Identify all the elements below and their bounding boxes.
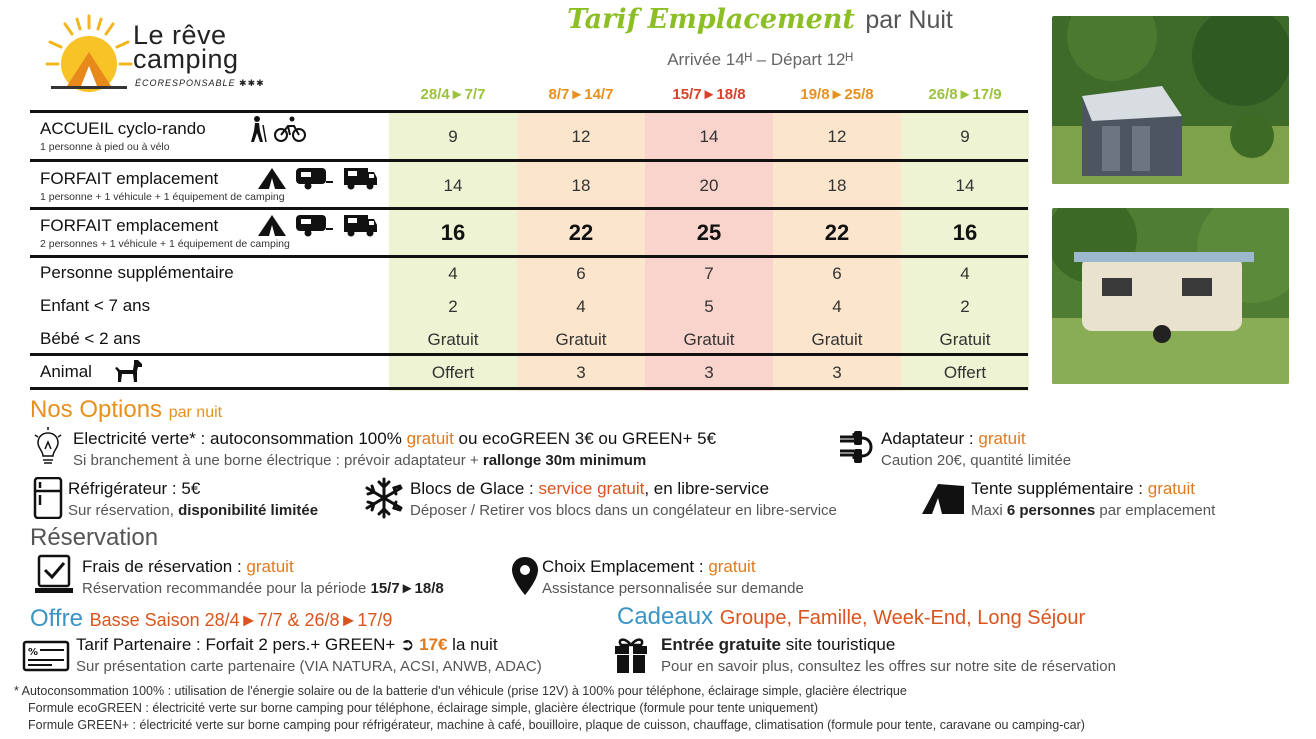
price-cell: 25 <box>696 220 722 245</box>
location-pin-icon <box>511 556 539 596</box>
sun-tent-logo-icon <box>45 14 133 94</box>
price-cell: 4 <box>448 264 458 283</box>
partner-sub: Sur présentation carte partenaire (VIA NATURA, ACSI, ANWB, ADAC) <box>76 658 542 675</box>
gift-entry-bold: Entrée gratuite <box>661 635 781 654</box>
camper-van-icon <box>342 213 378 237</box>
logo-tagline: ÉCORESPONSABLE ✱✱✱ <box>135 78 265 88</box>
electricity-label: Electricité verte* : autoconsommation 100% <box>73 429 402 448</box>
ice-free: service gratuit <box>538 479 645 498</box>
tent-sub-text: Maxi <box>971 502 1003 519</box>
divider <box>30 207 1028 210</box>
gift-entry-label: site touristique <box>785 635 896 654</box>
price-cell: 14 <box>699 127 719 146</box>
caravan-icon <box>294 213 334 237</box>
fees-sub-text: Réservation recommandée pour la période <box>82 580 367 597</box>
price-cell: Offert <box>431 363 475 382</box>
photo-awning <box>1052 16 1289 184</box>
electricity-option <box>73 429 716 449</box>
ice-rest: , en libre-service <box>644 479 770 498</box>
footnote: Formule GREEN+ : électricité verte sur borne camping pour réfrigérateur, machine à café, bouilloire, plaque de cuisson, chauffage, climatisation (formule pour tente, caravane ou camping-car) <box>28 718 1085 732</box>
offer-title-suffix: Basse Saison 28/4►7/7 & 26/8►17/9 <box>89 610 393 630</box>
price-cell: 12 <box>571 127 591 146</box>
price-cell: 9 <box>960 127 970 146</box>
divider <box>30 387 1028 390</box>
price-cell: 4 <box>576 297 586 316</box>
row-note: 1 personne + 1 véhicule + 1 équipement de camping <box>40 191 285 203</box>
electricity-sub-bold: rallonge 30m minimum <box>482 452 647 469</box>
price-cell: 18 <box>827 176 847 195</box>
tent-icon <box>256 213 288 237</box>
row-note: 2 personnes + 1 véhicule + 1 équipement de camping <box>40 238 290 250</box>
page-title <box>500 4 1020 35</box>
offer-title <box>30 605 392 633</box>
price-cell: 18 <box>571 176 591 195</box>
gift-entry <box>661 635 895 655</box>
tent-option <box>971 479 1195 499</box>
photo-caravan <box>1052 208 1289 384</box>
lightbulb-icon <box>33 427 63 469</box>
adapter-label: Adaptateur : <box>881 429 974 448</box>
electricity-sub <box>73 452 646 469</box>
period-header: 19/8►25/8 <box>800 86 874 103</box>
price-cell: 3 <box>576 363 586 382</box>
price-cell: 2 <box>448 297 458 316</box>
fees-sub <box>82 580 444 597</box>
offer-title-text: Offre <box>30 605 83 632</box>
divider <box>30 353 1028 356</box>
partner-card-icon <box>22 640 70 672</box>
fridge-icon <box>33 477 63 519</box>
price-cell: 4 <box>832 297 842 316</box>
arrival-departure: Arrivée 14ᴴ – Départ 12ᴴ <box>667 50 853 69</box>
electricity-rest: ou ecoGREEN 3€ ou GREEN+ 5€ <box>458 429 717 448</box>
price-cell: 9 <box>448 127 458 146</box>
row-note: 1 personne à pied ou à vélo <box>40 141 170 153</box>
price-cell: 2 <box>960 297 970 316</box>
awning-photo-image <box>1052 16 1289 184</box>
price-cell: 7 <box>704 264 714 283</box>
options-title-suffix: par nuit <box>168 404 223 421</box>
row-label: Animal <box>40 362 92 381</box>
price-cell: Gratuit <box>683 330 735 349</box>
fees-option <box>82 557 294 577</box>
tent-extra-icon <box>920 480 966 516</box>
caravan-photo-image <box>1052 208 1289 384</box>
price-cell: 6 <box>576 264 586 283</box>
snowflake-icon <box>363 477 405 519</box>
partner-offer <box>76 635 498 655</box>
caravan-icon <box>294 166 334 190</box>
tent-label: Tente supplémentaire : <box>971 479 1143 498</box>
choice-free: gratuit <box>708 557 756 576</box>
fees-free: gratuit <box>246 557 294 576</box>
gift-icon <box>612 634 650 674</box>
price-table <box>30 110 1028 391</box>
title-suffix: par Nuit <box>865 6 953 34</box>
price-cell: 12 <box>827 127 847 146</box>
svg-text:%: % <box>28 647 39 658</box>
price-cell: 22 <box>824 220 850 245</box>
options-title <box>30 396 222 424</box>
price-cell: 5 <box>704 297 714 316</box>
price-cell: 6 <box>832 264 842 283</box>
partner-price-suffix: la nuit <box>452 635 498 654</box>
tent-sub-bold: 6 personnes <box>1006 502 1096 519</box>
row-label: Bébé < 2 ans <box>40 329 141 348</box>
electricity-sub-text: Si branchement à une borne électrique : prévoir adaptateur + <box>73 452 479 469</box>
partner-price: 17€ <box>419 635 448 654</box>
price-cell: 3 <box>704 363 714 382</box>
tent-sub <box>971 502 1215 519</box>
price-cell: 4 <box>960 264 970 283</box>
tent-sub-end: par emplacement <box>1099 502 1216 519</box>
camper-van-icon <box>342 166 378 190</box>
divider <box>30 159 1028 162</box>
tent-free: gratuit <box>1147 479 1195 498</box>
price-cell: Gratuit <box>555 330 607 349</box>
ice-label: Blocs de Glace : <box>410 479 534 498</box>
logo-line2: camping <box>133 44 239 74</box>
price-cell: 14 <box>955 176 975 195</box>
reservation-title: Réservation <box>30 524 159 551</box>
row-label: FORFAIT emplacement <box>40 216 219 235</box>
ice-sub: Déposer / Retirer vos blocs dans un congélateur en libre-service <box>410 502 837 519</box>
fees-sub-bold: 15/7►18/8 <box>370 580 444 597</box>
divider <box>30 255 1028 258</box>
row-label: Enfant < 7 ans <box>40 296 151 315</box>
price-cell: Gratuit <box>811 330 863 349</box>
price-cell: 3 <box>832 363 842 382</box>
choice-sub: Assistance personnalisée sur demande <box>542 580 804 597</box>
gift-sub: Pour en savoir plus, consultez les offres sur notre site de réservation <box>661 658 1116 675</box>
footnote: Formule ecoGREEN : électricité verte sur borne camping pour téléphone, éclairage simple, glacière électrique (formule pour tente uniquement) <box>28 701 818 715</box>
logo-line1: Le rêve <box>133 20 227 50</box>
checklist-icon <box>33 554 75 596</box>
plug-adapter-icon <box>836 427 878 469</box>
electricity-free: gratuit <box>406 429 454 448</box>
hiker-icon <box>246 115 268 143</box>
title-main: Tarif Emplacement <box>567 4 855 35</box>
price-cell: Gratuit <box>427 330 479 349</box>
price-cell: 14 <box>443 176 463 195</box>
period-header: 28/4►7/7 <box>420 86 486 103</box>
period-header: 15/7►18/8 <box>672 86 746 103</box>
fridge-option: Réfrigérateur : 5€ <box>68 479 201 498</box>
adapter-sub: Caution 20€, quantité limitée <box>881 452 1072 469</box>
gifts-title-suffix: Groupe, Famille, Week-End, Long Séjour <box>719 607 1086 629</box>
gifts-title-text: Cadeaux <box>617 603 714 630</box>
period-header: 8/7►14/7 <box>548 86 614 103</box>
ice-option <box>410 479 769 499</box>
period-header: 26/8►17/9 <box>928 86 1002 103</box>
cyclist-icon <box>274 116 306 142</box>
row-label: ACCUEIL cyclo-rando <box>40 119 206 138</box>
row-label: FORFAIT emplacement <box>40 169 219 188</box>
fridge-sub-text: Sur réservation, <box>68 502 174 519</box>
row-label: Personne supplémentaire <box>40 263 234 282</box>
divider <box>30 110 1028 113</box>
tent-icon <box>256 166 288 190</box>
fridge-sub-bold: disponibilité limitée <box>178 502 319 519</box>
fridge-sub <box>68 502 318 519</box>
price-cell: Offert <box>943 363 987 382</box>
fees-label: Frais de réservation : <box>82 557 242 576</box>
footnote: * Autoconsommation 100% : utilisation de l'énergie solaire ou de la batterie d'un véhicule (prise 12V) à 100% pour téléphone, éclairage simple, glacière électrique <box>14 684 907 698</box>
price-cell: Gratuit <box>939 330 991 349</box>
price-cell: 16 <box>440 220 466 245</box>
price-cell: 22 <box>568 220 594 245</box>
gifts-title <box>617 603 1085 631</box>
price-cell: 20 <box>699 176 719 195</box>
adapter-option <box>881 429 1026 449</box>
camping-logo <box>45 14 285 94</box>
choice-option <box>542 557 756 577</box>
partner-label: Tarif Partenaire : Forfait 2 pers.+ GREEN+ ➲ <box>76 635 415 654</box>
choice-label: Choix Emplacement : <box>542 557 704 576</box>
price-cell: 16 <box>952 220 978 245</box>
options-title-text: Nos Options <box>30 396 163 423</box>
adapter-free: gratuit <box>978 429 1026 448</box>
dog-icon <box>112 358 144 384</box>
